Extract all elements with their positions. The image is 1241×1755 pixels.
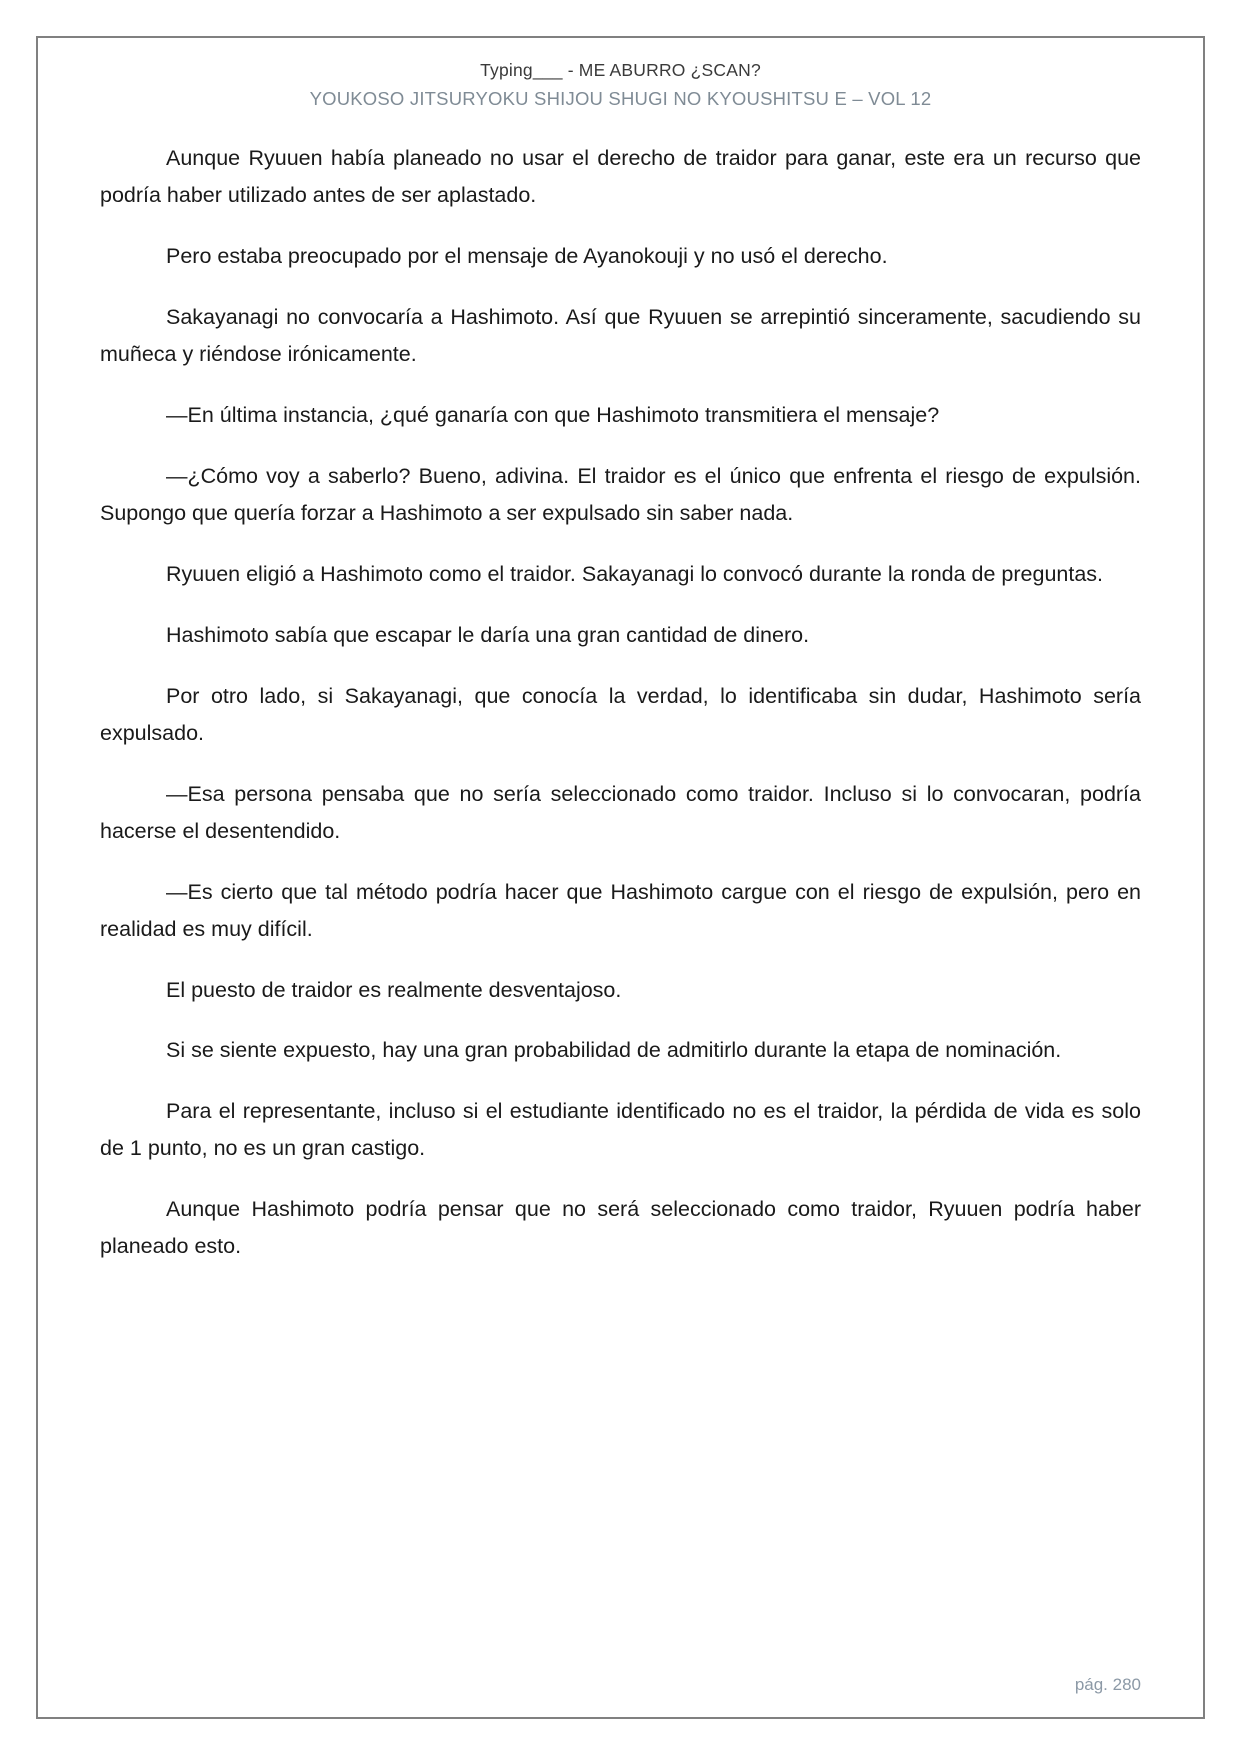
paragraph: —Esa persona pensaba que no sería seleccionado como traidor. Incluso si lo convocaran, podría hacerse el desentendido. <box>100 781 1141 843</box>
paragraph: Pero estaba preocupado por el mensaje de Ayanokouji y no usó el derecho. <box>166 243 888 268</box>
paragraph: —¿Cómo voy a saberlo? Bueno, adivina. El traidor es el único que enfrenta el riesgo de expulsión. Supongo que quería forzar a Hashimoto a ser expulsado sin saber nada. <box>100 463 1141 525</box>
paragraph: Aunque Ryuuen había planeado no usar el derecho de traidor para ganar, este era un recurso que podría haber utilizado antes de ser aplastado. <box>100 146 1141 207</box>
paragraph: —Es cierto que tal método podría hacer que Hashimoto cargue con el riesgo de expulsión, pero en realidad es muy difícil. <box>100 879 1141 941</box>
paragraph: Aunque Hashimoto podría pensar que no será seleccionado como traidor, Ryuuen podría haber planeado esto. <box>100 1197 1141 1259</box>
header-series-title: YOUKOSO JITSURYOKU SHIJOU SHUGI NO KYOUSHITSU E – VOL 12 <box>309 88 932 109</box>
paragraph: Si se siente expuesto, hay una gran probabilidad de admitirlo durante la etapa de nominación. <box>166 1038 1062 1063</box>
paragraph: Sakayanagi no convocaría a Hashimoto. Así que Ryuuen se arrepintió sinceramente, sacudiendo su muñeca y riéndose irónicamente. <box>100 304 1141 366</box>
paragraph: Hashimoto sabía que escapar le daría una gran cantidad de dinero. <box>166 622 810 647</box>
header-typing-credit: Typing___ - ME ABURRO ¿SCAN? <box>480 60 761 80</box>
paragraph: Para el representante, incluso si el estudiante identificado no es el traidor, la pérdida de vida es solo de 1 punto, no es un gran castigo. <box>100 1099 1141 1161</box>
page-content <box>100 60 1141 1695</box>
body-text <box>100 140 1141 1265</box>
page-number: pág. 280 <box>1074 1675 1141 1694</box>
paragraph: El puesto de traidor es realmente desventajoso. <box>166 977 622 1002</box>
paragraph: Por otro lado, si Sakayanagi, que conocía la verdad, lo identificaba sin dudar, Hashimoto sería expulsado. <box>100 683 1141 745</box>
paragraph: —En última instancia, ¿qué ganaría con que Hashimoto transmitiera el mensaje? <box>166 402 940 427</box>
paragraph: Ryuuen eligió a Hashimoto como el traidor. Sakayanagi lo convocó durante la ronda de preguntas. <box>166 561 1104 586</box>
page-header <box>100 60 1141 110</box>
